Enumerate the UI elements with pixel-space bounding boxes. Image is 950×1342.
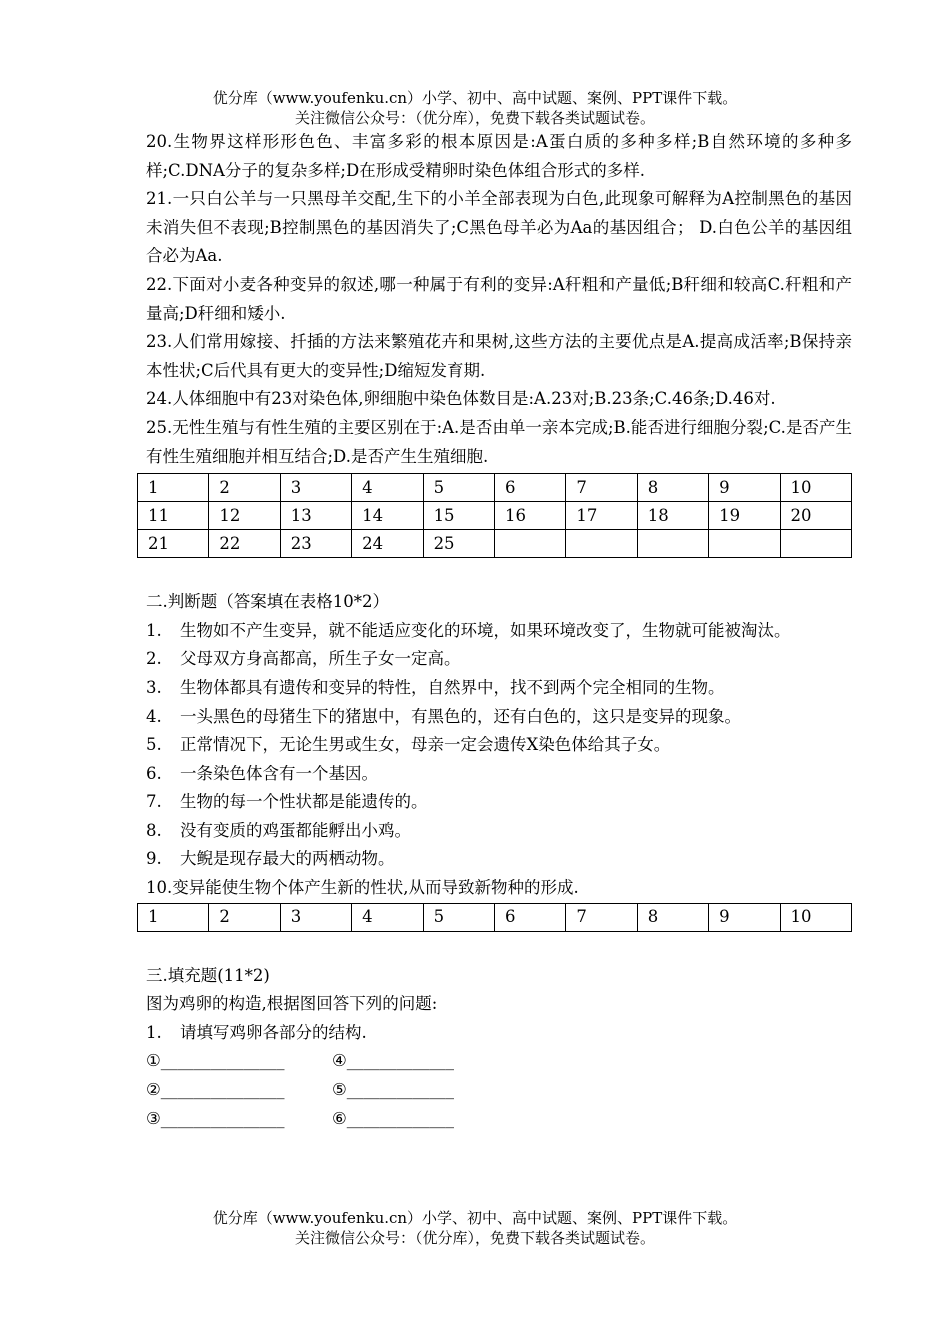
item-text: 一头黑色的母猪生下的猪崽中，有黑色的，还有白色的，这只是变异的现象。 xyxy=(180,706,741,726)
item-text: 生物的每一个性状都是能遗传的。 xyxy=(180,792,428,812)
item-text: 生物体都具有遗传和变异的特性，自然界中，找不到两个完全相同的生物。 xyxy=(180,677,725,697)
question-21: 21.一只白公羊与一只黑母羊交配,生下的小羊全部表现为白色,此现象可解释为A控制黑色的基因未消失但不表现;B控制黑色的基因消失了;C黑色母羊必为Aa的基因组合； D.白色公羊的基因组合必为Aa. xyxy=(146,189,852,266)
item-text: 正常情况下，无论生男或生女，母亲一定会遗传X染色体给其子女。 xyxy=(180,735,671,755)
table-cell[interactable]: 22 xyxy=(209,530,280,558)
judgment-item xyxy=(146,760,852,789)
item-text: 生物如不产生变异，就不能适应变化的环境，如果环境改变了，生物就可能被淘汰。 xyxy=(180,620,791,640)
table-cell[interactable]: 4 xyxy=(352,903,423,931)
table-cell[interactable]: 10 xyxy=(780,474,851,502)
item-number: 5. xyxy=(146,735,162,755)
item-number: 3. xyxy=(146,677,162,697)
blank-row xyxy=(146,1105,852,1134)
question-20: 20.生物界这样形形色色、丰富多彩的根本原因是:A蛋白质的多种多样;B自然环境的多种多样;C.DNA分子的复杂多样;D在形成受精卵时染色体组合形式的多样. xyxy=(146,132,852,180)
choice-answer-table xyxy=(137,473,852,558)
table-cell[interactable]: 6 xyxy=(494,474,565,502)
item-text: 一条染色体含有一个基因。 xyxy=(180,763,378,783)
section-3-intro: 图为鸡卵的构造,根据图回答下列的问题: xyxy=(146,994,438,1014)
item-number: 7. xyxy=(146,792,162,812)
table-cell[interactable]: 19 xyxy=(709,502,780,530)
table-cell[interactable]: 24 xyxy=(352,530,423,558)
blank-2[interactable]: ②_______________ xyxy=(146,1080,285,1100)
table-cell[interactable]: 5 xyxy=(423,903,494,931)
table-cell[interactable]: 9 xyxy=(709,474,780,502)
table-cell[interactable]: 14 xyxy=(352,502,423,530)
item-number: 8. xyxy=(146,820,162,840)
table-cell[interactable]: 20 xyxy=(780,502,851,530)
fill-question-1 xyxy=(146,1019,852,1048)
section-2-title: 二.判断题（答案填在表格10*2） xyxy=(146,592,389,612)
item-number: 6. xyxy=(146,763,162,783)
judgment-item xyxy=(146,674,852,703)
table-cell[interactable]: 6 xyxy=(494,903,565,931)
table-cell[interactable]: 16 xyxy=(494,502,565,530)
header-line-2: 关注微信公众号：（优分库），免费下载各类试题试卷。 xyxy=(294,109,655,127)
table-cell[interactable]: 3 xyxy=(280,903,351,931)
table-cell[interactable]: 12 xyxy=(209,502,280,530)
table-cell[interactable]: 3 xyxy=(280,474,351,502)
judgment-item xyxy=(146,845,852,874)
table-cell[interactable]: 1 xyxy=(138,903,209,931)
table-cell[interactable]: 7 xyxy=(566,903,637,931)
judgment-answer-table xyxy=(137,903,852,932)
table-cell[interactable]: 4 xyxy=(352,474,423,502)
table-cell[interactable] xyxy=(566,530,637,558)
item-text: 没有变质的鸡蛋都能孵出小鸡。 xyxy=(180,820,411,840)
page-footer xyxy=(0,1208,950,1248)
item-number: 1. xyxy=(146,1022,162,1042)
table-row xyxy=(138,502,852,530)
footer-line-1: 优分库（www.youfenku.cn）小学、初中、高中试题、案例、PPT课件下载。 xyxy=(212,1209,738,1227)
table-cell[interactable]: 9 xyxy=(709,903,780,931)
table-row xyxy=(138,474,852,502)
item-text: 请填写鸡卵各部分的结构. xyxy=(180,1022,367,1042)
judgment-item xyxy=(146,817,852,846)
item-number: 4. xyxy=(146,706,162,726)
table-cell[interactable]: 11 xyxy=(138,502,209,530)
judgment-item xyxy=(146,617,852,646)
item-text: 父母双方身高都高，所生子女一定高。 xyxy=(180,649,461,669)
table-cell[interactable] xyxy=(709,530,780,558)
table-cell[interactable]: 8 xyxy=(637,903,708,931)
table-row xyxy=(138,530,852,558)
table-cell[interactable] xyxy=(494,530,565,558)
table-cell[interactable]: 2 xyxy=(209,903,280,931)
table-cell[interactable]: 8 xyxy=(637,474,708,502)
judgment-item xyxy=(146,703,852,732)
table-cell[interactable]: 21 xyxy=(138,530,209,558)
header-line-1: 优分库（www.youfenku.cn）小学、初中、高中试题、案例、PPT课件下载。 xyxy=(212,89,738,107)
page-header xyxy=(0,88,950,128)
table-cell[interactable]: 15 xyxy=(423,502,494,530)
item-number: 1. xyxy=(146,620,162,640)
table-cell[interactable] xyxy=(637,530,708,558)
blank-4[interactable]: ④_____________ xyxy=(332,1051,455,1071)
judgment-item xyxy=(146,645,852,674)
footer-line-2: 关注微信公众号：（优分库），免费下载各类试题试卷。 xyxy=(294,1229,655,1247)
table-cell[interactable]: 2 xyxy=(209,474,280,502)
blank-1[interactable]: ①_______________ xyxy=(146,1051,285,1071)
blank-row xyxy=(146,1076,852,1105)
table-row xyxy=(138,903,852,931)
table-cell[interactable]: 5 xyxy=(423,474,494,502)
question-22: 22.下面对小麦各种变异的叙述,哪一种属于有利的变异:A秆粗和产量低;B秆细和较高C.秆粗和产量高;D秆细和矮小. xyxy=(146,274,852,323)
blank-row xyxy=(146,1047,852,1076)
table-cell[interactable]: 10 xyxy=(780,903,851,931)
question-24: 24.人体细胞中有23对染色体,卵细胞中染色体数目是:A.23对;B.23条;C.46条;D.46对. xyxy=(146,389,776,409)
blank-5[interactable]: ⑤_____________ xyxy=(332,1080,455,1100)
question-25: 25.无性生殖与有性生殖的主要区别在于:A.是否由单一亲本完成;B.能否进行细胞分裂;C.是否产生有性生殖细胞并相互结合;D.是否产生生殖细胞. xyxy=(146,417,852,466)
table-cell[interactable] xyxy=(780,530,851,558)
table-cell[interactable]: 1 xyxy=(138,474,209,502)
item-text: 大鲵是现存最大的两栖动物。 xyxy=(180,849,395,869)
table-cell[interactable]: 23 xyxy=(280,530,351,558)
item-number: 9. xyxy=(146,849,162,869)
section-3-title: 三.填充题(11*2) xyxy=(146,965,270,985)
blank-6[interactable]: ⑥_____________ xyxy=(332,1108,455,1128)
judgment-item xyxy=(146,731,852,760)
exam-content xyxy=(146,128,852,1133)
blank-3[interactable]: ③_______________ xyxy=(146,1108,285,1128)
table-cell[interactable]: 13 xyxy=(280,502,351,530)
table-cell[interactable]: 7 xyxy=(566,474,637,502)
table-cell[interactable]: 17 xyxy=(566,502,637,530)
table-cell[interactable]: 25 xyxy=(423,530,494,558)
item-number: 2. xyxy=(146,649,162,669)
judgment-item-10: 10.变异能使生物个体产生新的性状,从而导致新物种的形成. xyxy=(146,878,579,898)
question-23: 23.人们常用嫁接、扦插的方法来繁殖花卉和果树,这些方法的主要优点是A.提高成活率;B保持亲本性状;C后代具有更大的变异性;D缩短发育期. xyxy=(146,332,852,380)
judgment-item xyxy=(146,788,852,817)
table-cell[interactable]: 18 xyxy=(637,502,708,530)
